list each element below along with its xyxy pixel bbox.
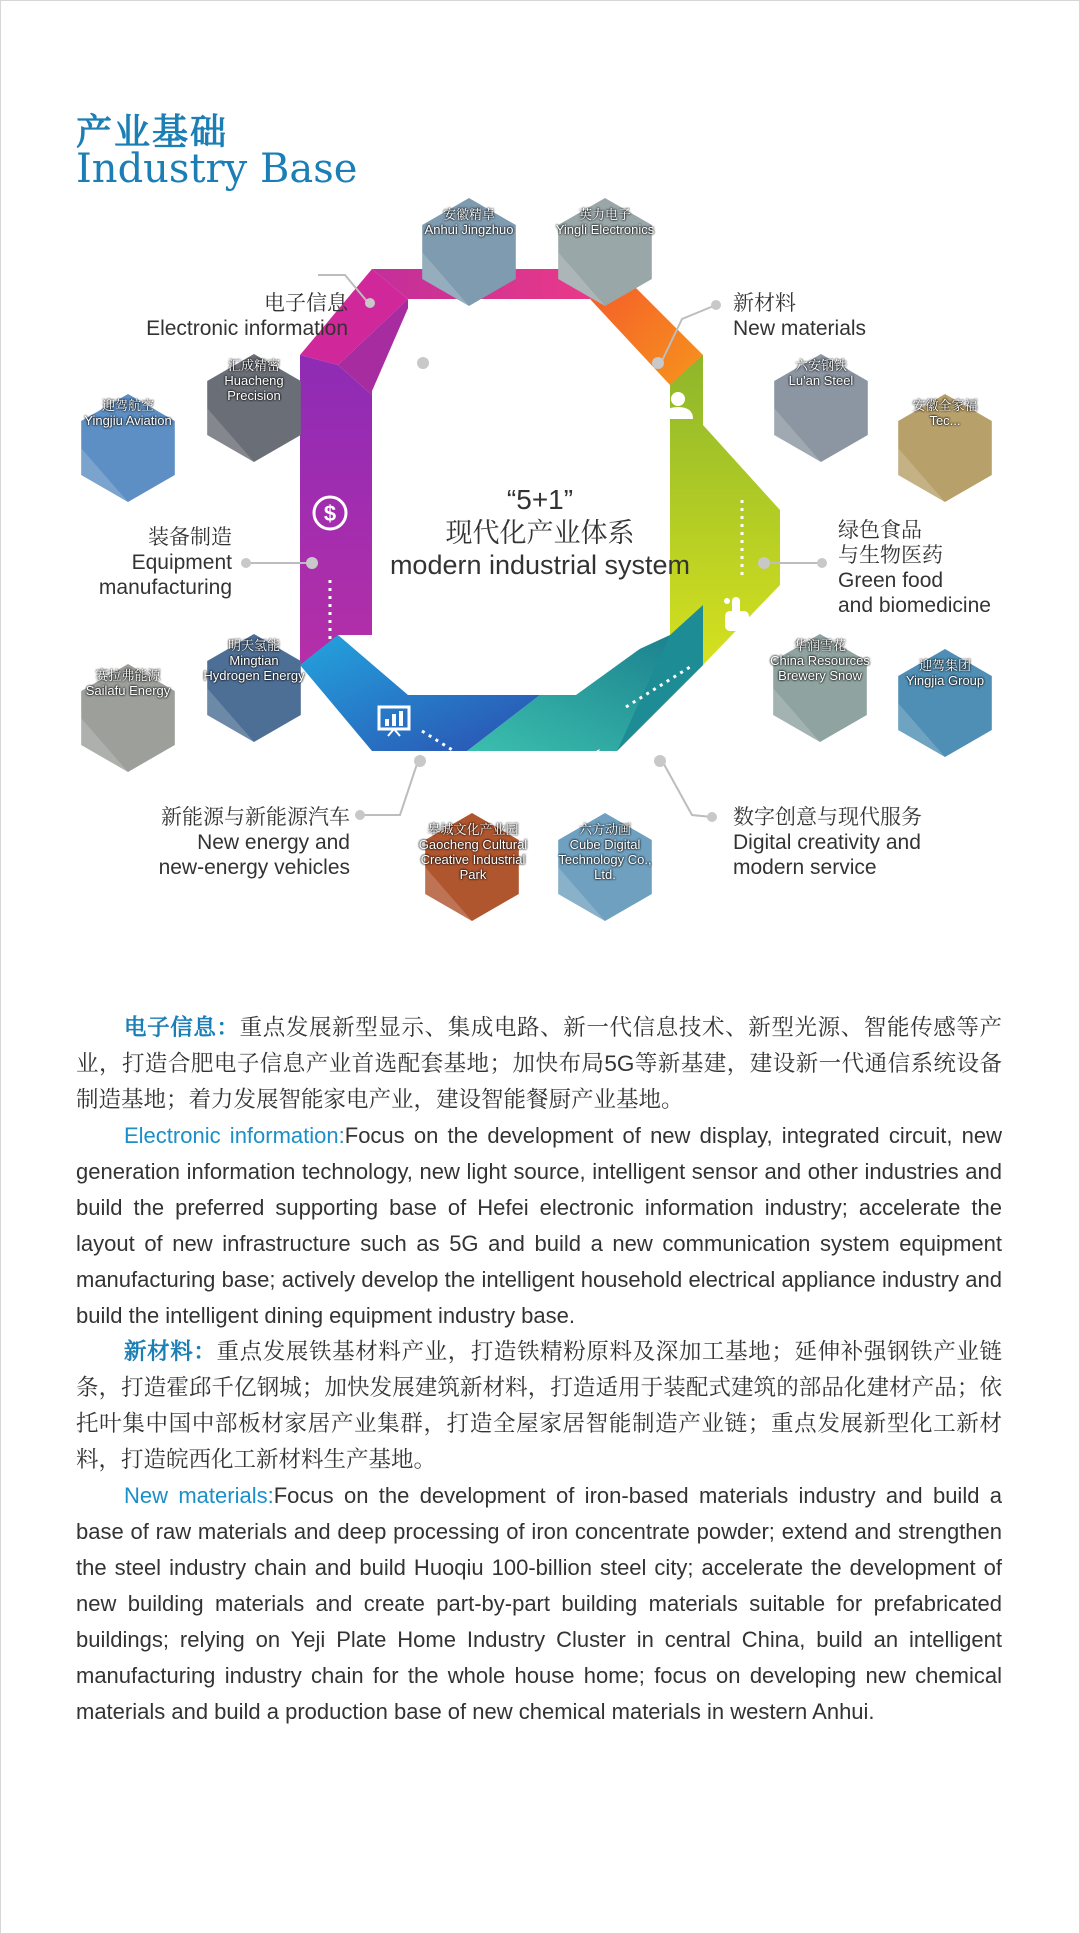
leader-dot (817, 558, 827, 568)
paragraph-body: 重点发展铁基材料产业，打造铁精粉原料及深加工基地；延伸补强钢铁产业链条，打造霍邱千亿钢城；加快发展建筑新材料，打造适用于装配式建筑的部品化建材产品；依托叶集中国中部板材家居产业集群，打造全屋家居智能制造产业链；重点发展新型化工新材料，打造皖西化工新材料生产基地。 (76, 1339, 1002, 1472)
hex-caption-cube: 六方动画 Cube Digital Technology Co., Ltd. (558, 822, 652, 882)
page-title-cn: 产业基础 (76, 111, 229, 153)
industry-diagram (0, 195, 1080, 955)
paragraph-body: Focus on the development of iron-based materials industry and build a base of raw materials and deep processing of iron concentrate powder; extend and strengthen the steel industry chain and build Huoqiu 100-billion steel city; accelerate the development of new building materials and create part-by-part building materials suitable for prefabricated buildings; relying on Yeji Plate Home Industry Cluster in central China, build an intelligent manufacturing industry chain for the whole house home; focus on developing new chemical materials and build a production base of new chemical materials in western Anhui. (76, 1483, 1003, 1724)
label-energy: 新能源与新能源汽车 New energy and new-energy vehicles (158, 806, 350, 879)
leader-digital (660, 757, 712, 817)
leader-dot (758, 557, 770, 569)
leader-dot (365, 298, 375, 308)
label-electronic: 电子信息 Electronic information (146, 292, 348, 340)
svg-text:$: $ (323, 501, 337, 526)
hex-caption-yingli: 英力电子 Yingli Electronics (555, 207, 655, 237)
leader-energy (362, 755, 420, 815)
leader-dot (417, 357, 429, 369)
label-materials: 新材料 New materials (733, 292, 867, 340)
center-line-2: 现代化产业体系 (445, 518, 635, 548)
hex-caption-gaocheng: 皋城文化产业园 Gaocheng Cultural Creative Industrial Park (418, 822, 528, 882)
center-line-3: modern industrial system (389, 550, 691, 580)
hex-caption-yingjia-group: 迎驾集团 Yingjia Group (905, 658, 985, 688)
leader-dot (707, 812, 717, 822)
paragraph-materials-en (76, 1478, 1002, 1730)
paragraph-body: Focus on the development of new display, integrated circuit, new generation information technology, new light source, intelligent sensor and other industries and build the preferred supporting base of Hefei electronic information industry; accelerate the layout of new infrastructure such as 5G and build a new communication system equipment manufacturing base; actively develop the intelligent household electrical appliance industry and build the intelligent dining equipment industry base. (76, 1123, 1002, 1328)
hex-caption-anhui-jingzhuo: 安徽精卓 Anhui Jingzhuo (424, 207, 514, 237)
paragraph-electronic-en (76, 1118, 1002, 1334)
hex-caption-china-resources: 华润雪花 China Resources Brewery Snow (770, 638, 870, 683)
body-text (76, 1010, 1002, 1730)
leader-dot (711, 300, 721, 310)
page-title-en: Industry Base (76, 146, 358, 192)
leader-dot (306, 557, 318, 569)
hex-caption-tec: 安徽全家福 Tec... (912, 398, 978, 428)
leader-dot (652, 357, 664, 369)
center-line-1: “5+1” (506, 484, 574, 515)
label-digital: 数字创意与现代服务 Digital creativity and modern service (733, 806, 922, 879)
label-equipment: 装备制造 Equipment manufacturing (98, 526, 232, 599)
hex-caption-luan-steel: 六安钢铁 Lu'an Steel (788, 358, 854, 388)
paragraph-body: 重点发展新型显示、集成电路、新一代信息技术、新型光源、智能传感等产业，打造合肥电子信息产业首选配套基地；加快布局5G等新基建，建设新一代通信系统设备制造基地；着力发展智能家电产业，建设智能餐厨产业基地。 (76, 1015, 1002, 1112)
hex-caption-yingjiu-aviation: 迎驾航空 Yingjiu Aviation (84, 398, 172, 428)
hex-caption-huacheng: 汇成精密 Huacheng Precision (224, 358, 284, 403)
paragraph-lead: 电子信息： (124, 1015, 240, 1040)
paragraph-electronic-cn (76, 1010, 1002, 1118)
paragraph-materials-cn (76, 1334, 1002, 1478)
paragraph-lead: New materials: (124, 1483, 274, 1508)
paper-plane-icon (564, 749, 600, 779)
paragraph-lead: 新材料： (124, 1339, 217, 1364)
center-title (370, 483, 710, 581)
hex-caption-mingtian: 明天氢能 Mingtian Hydrogen Energy (203, 638, 305, 683)
leader-dot (241, 558, 251, 568)
leader-dot (414, 755, 426, 767)
label-food: 绿色食品 与生物医药 Green food and biomedicine (838, 519, 991, 617)
leader-dot (355, 810, 365, 820)
hex-caption-sailafu: 赛拉弗能源 Sailafu Energy (85, 668, 171, 698)
leader-dot (654, 755, 666, 767)
paragraph-lead: Electronic information: (124, 1123, 345, 1148)
